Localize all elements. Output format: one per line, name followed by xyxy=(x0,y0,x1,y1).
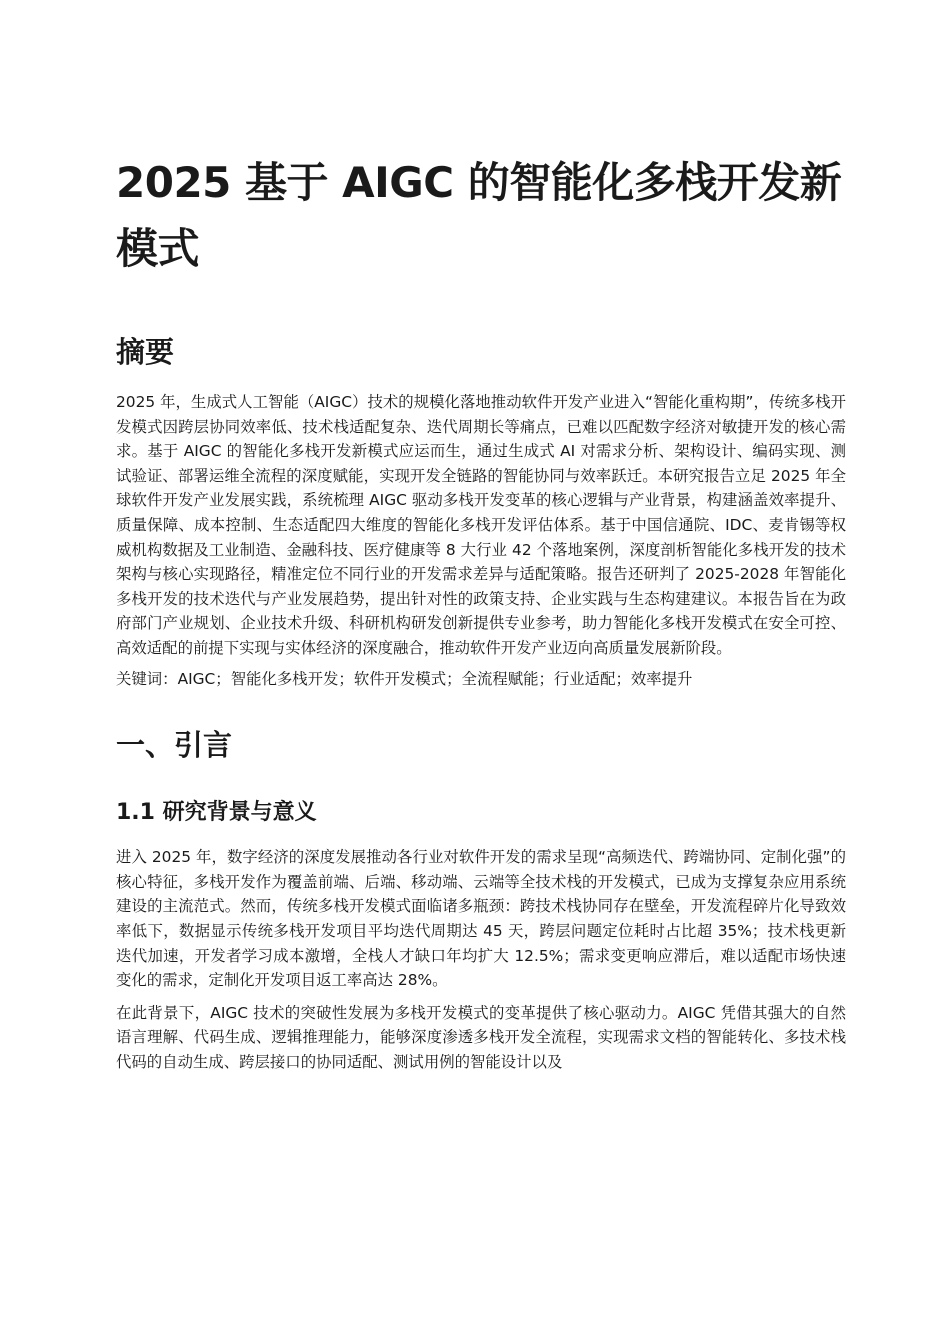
document-title: 2025 基于 AIGC 的智能化多栈开发新模式 xyxy=(116,158,842,273)
section-heading-introduction: 一、引言 xyxy=(116,728,233,763)
background-paragraph-2: 在此背景下，AIGC 技术的突破性发展为多栈开发模式的变革提供了核心驱动力。AIGC 凭借其强大的自然语言理解、代码生成、逻辑推理能力，能够深度渗透多栈开发全流程，实现需求文档的智能转化、多技术栈代码的自动生成、跨层接口的协同适配、测试用例的智能设计以及 xyxy=(116,1003,846,1071)
abstract-paragraph: 2025 年，生成式人工智能（AIGC）技术的规模化落地推动软件开发产业进入“智能化重构期”，传统多栈开发模式因跨层协同效率低、技术栈适配复杂、迭代周期长等痛点，已难以匹配数字经济对敏捷开发的核心需求。基于 AIGC 的智能化多栈开发新模式应运而生，通过生成式 AI 对需求分析、架构设计、编码实现、测试验证、部署运维全流程的深度赋能，实现开发全链路的智能协同与效率跃迁。本研究报告立足 2025 年全球软件开发产业发展实践，系统梳理 AIGC 驱动多栈开发变革的核心逻辑与产业背景，构建涵盖效率提升、质量保障、成本控制、生态适配四大维度的智能化多栈开发评估体系。基于中国信通院、IDC、麦肯锡等权威机构数据及工业制造、金融科技、医疗健康等 8 大行业 42 个落地案例，深度剖析智能化多栈开发的技术架构与核心实现路径，精准定位不同行业的开发需求差异与适配策略。报告还研判了 2025-2028 年智能化多栈开发的技术迭代与产业发展趋势，提出针对性的政策支持、企业实践与生态构建建议。本报告旨在为政府部门产业规划、企业技术升级、科研机构研发创新提供专业参考，助力智能化多栈开发模式在安全可控、高效适配的前提下实现与实体经济的深度融合，推动软件开发产业迈向高质量发展新阶段。 xyxy=(116,393,846,657)
subsection-heading-background: 1.1 研究背景与意义 xyxy=(116,800,317,826)
keywords-line: 关键词：AIGC；智能化多栈开发；软件开发模式；全流程赋能；行业适配；效率提升 xyxy=(116,669,693,688)
background-paragraph-1: 进入 2025 年，数字经济的深度发展推动各行业对软件开发的需求呈现“高频迭代、跨端协同、定制化强”的核心特征，多栈开发作为覆盖前端、后端、移动端、云端等全技术栈的开发模式，已成为支撑复杂应用系统建设的主流范式。然而，传统多栈开发模式面临诸多瓶颈：跨技术栈协同存在壁垒，开发流程碎片化导致效率低下，数据显示传统多栈开发项目平均迭代周期达 45 天，跨层问题定位耗时占比超 35%；技术栈更新迭代加速，开发者学习成本激增，全栈人才缺口年均扩大 12.5%；需求变更响应滞后，难以适配市场快速变化的需求，定制化开发项目返工率高达 28%。 xyxy=(116,848,846,990)
abstract-heading: 摘要 xyxy=(116,335,175,369)
document-body xyxy=(116,150,846,1074)
